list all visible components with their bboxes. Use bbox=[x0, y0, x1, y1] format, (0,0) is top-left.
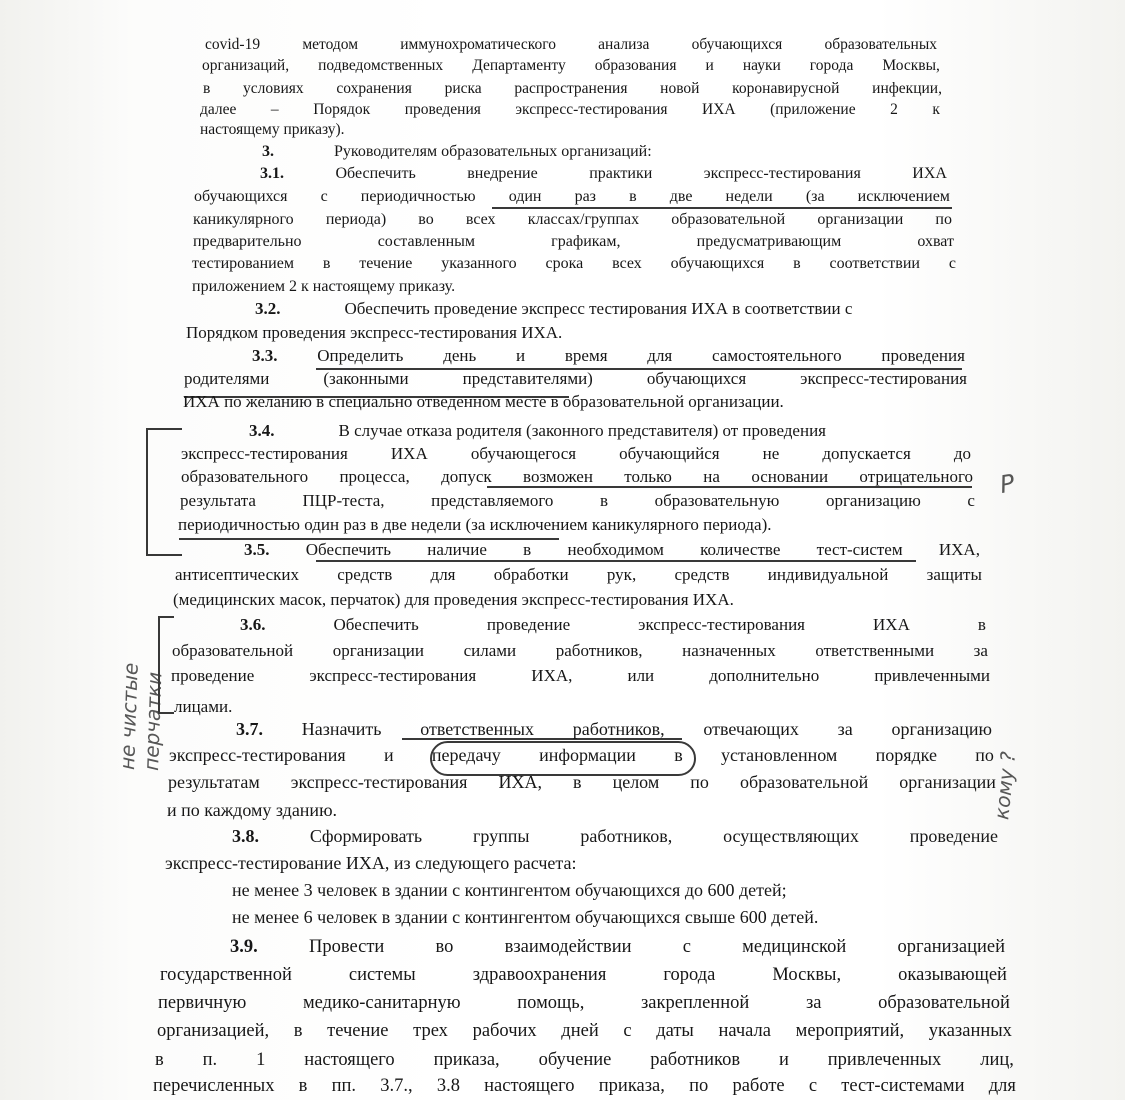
word: образовательной bbox=[671, 211, 786, 228]
word: в bbox=[573, 772, 582, 792]
word: родителями bbox=[184, 369, 270, 388]
document-line bbox=[157, 1020, 1012, 1043]
word: ИХА bbox=[390, 444, 428, 463]
word: п. bbox=[202, 1050, 218, 1070]
handwritten-right-mark: P bbox=[997, 468, 1017, 500]
word: работников bbox=[650, 1050, 741, 1070]
word: обучающихся bbox=[670, 255, 765, 272]
word: в bbox=[629, 188, 637, 205]
word: – bbox=[270, 101, 279, 118]
word: рабочих bbox=[472, 1021, 537, 1041]
word: организации bbox=[899, 772, 996, 792]
document-line bbox=[200, 100, 940, 120]
word: образовательного bbox=[181, 467, 309, 486]
word: экспресс-тестирования bbox=[638, 615, 805, 634]
document-line bbox=[160, 964, 1007, 987]
word: только bbox=[624, 467, 672, 486]
word: недели bbox=[725, 188, 773, 205]
word: возможен bbox=[523, 467, 593, 486]
word: осуществляющих bbox=[723, 826, 859, 846]
word: ИХА bbox=[702, 101, 736, 118]
word: иммунохроматического bbox=[400, 36, 556, 53]
item-text: В случае отказа родителя (законного представителя) от проведения bbox=[338, 421, 826, 440]
document-line: ИХА по желанию в специально отведенном месте в образовательной организации. bbox=[183, 392, 784, 411]
word: 1 bbox=[256, 1050, 266, 1070]
document-line bbox=[260, 164, 947, 184]
word: наличие bbox=[427, 540, 487, 559]
word: распространения bbox=[514, 80, 628, 97]
document-line bbox=[203, 79, 942, 99]
word: лиц, bbox=[980, 1050, 1014, 1070]
word: подведомственных bbox=[318, 57, 444, 74]
word: проведение bbox=[171, 666, 255, 685]
word: ответственных bbox=[420, 719, 534, 739]
document-line bbox=[193, 232, 954, 252]
word: для bbox=[647, 346, 673, 365]
item-number: 3.4. bbox=[249, 421, 275, 440]
word: работников, bbox=[572, 719, 665, 739]
word: закрепленной bbox=[641, 993, 750, 1013]
word: с bbox=[623, 1021, 632, 1041]
word: экспресс-тестирования bbox=[181, 444, 348, 463]
word: ПЦР-теста, bbox=[302, 491, 385, 510]
document-line: лицами. bbox=[174, 697, 233, 716]
word: указанных bbox=[928, 1021, 1012, 1041]
word: результатам bbox=[168, 772, 260, 792]
word: самостоятельного bbox=[712, 346, 842, 365]
word: периодичностью bbox=[360, 188, 476, 205]
document-line bbox=[232, 825, 998, 847]
word: работников, bbox=[580, 826, 673, 846]
word: (за bbox=[805, 188, 825, 205]
word: передачу bbox=[431, 745, 501, 765]
word: экспресс-тестирования bbox=[169, 745, 346, 765]
word: Обеспечить bbox=[305, 540, 392, 559]
word: всех bbox=[612, 255, 642, 272]
word: антисептических bbox=[175, 565, 300, 584]
word: и bbox=[516, 346, 526, 365]
word: с bbox=[682, 937, 691, 957]
word: медицинской bbox=[742, 937, 847, 957]
word: для bbox=[988, 1076, 1016, 1096]
word: в bbox=[793, 255, 801, 272]
document-line bbox=[244, 539, 980, 560]
word: ответственными bbox=[815, 641, 935, 660]
word: установленном bbox=[721, 745, 838, 765]
document-line bbox=[236, 718, 992, 740]
word: один bbox=[508, 188, 542, 205]
word: группы bbox=[473, 826, 530, 846]
document-line bbox=[252, 345, 965, 366]
word: ИХА, bbox=[531, 666, 573, 685]
item-text: Руководителям образовательных организаций: bbox=[334, 143, 652, 160]
document-line bbox=[255, 298, 960, 319]
word: приказа, bbox=[433, 1050, 500, 1070]
word: далее bbox=[200, 101, 237, 118]
word: ИХА, bbox=[498, 772, 542, 792]
word: первичную bbox=[158, 993, 247, 1013]
word: Порядок bbox=[313, 101, 371, 118]
word: проведения bbox=[404, 101, 481, 118]
word: течение bbox=[359, 255, 413, 272]
underline-3-4 bbox=[487, 486, 972, 488]
word: Провести bbox=[308, 937, 385, 957]
word: с bbox=[808, 1076, 818, 1096]
document-line: не менее 3 человек в здании с контингентом обучающихся до 600 детей; bbox=[232, 880, 787, 900]
word: образовательной bbox=[878, 993, 1010, 1013]
word: рук, bbox=[606, 565, 637, 584]
document-line bbox=[249, 420, 969, 441]
word: образовательной bbox=[172, 641, 294, 660]
word: практики bbox=[589, 165, 653, 182]
document-line: настоящему приказу). bbox=[200, 121, 345, 138]
word: к bbox=[932, 101, 940, 118]
word: даты bbox=[656, 1021, 694, 1041]
word: по bbox=[689, 1076, 709, 1096]
word: Определить bbox=[317, 346, 404, 365]
word: обучение bbox=[538, 1050, 612, 1070]
word: настоящего bbox=[484, 1076, 575, 1096]
circle-transfer-info bbox=[430, 741, 696, 776]
word: на bbox=[703, 467, 720, 486]
document-line: и по каждому зданию. bbox=[167, 800, 338, 820]
word: образовательной bbox=[739, 772, 869, 792]
word: covid-19 bbox=[205, 36, 261, 53]
document-line bbox=[171, 665, 990, 686]
document-line bbox=[192, 254, 956, 274]
document-line: Порядком проведения экспресс-тестирования ИХА. bbox=[186, 323, 563, 342]
word: информации bbox=[539, 745, 636, 765]
word: ИХА bbox=[912, 165, 947, 182]
word: во bbox=[435, 937, 454, 957]
word: раз bbox=[574, 188, 596, 205]
word: отрицательного bbox=[859, 467, 973, 486]
word: пп. bbox=[331, 1076, 357, 1096]
word: назначенных bbox=[682, 641, 776, 660]
word: 3.8 bbox=[436, 1076, 460, 1096]
word: для bbox=[430, 565, 456, 584]
word: отвечающих bbox=[703, 719, 799, 739]
document-line bbox=[155, 1049, 1014, 1072]
word: в bbox=[523, 540, 532, 559]
left-bracket-3-4 bbox=[146, 428, 182, 556]
word: организации bbox=[817, 211, 904, 228]
word: экспресс-тестирования bbox=[800, 369, 967, 388]
word: с bbox=[948, 255, 956, 272]
word: экспресс-тестирования bbox=[309, 666, 477, 685]
word: допуск bbox=[441, 467, 492, 486]
word: организаций, bbox=[202, 57, 290, 74]
word: по bbox=[690, 772, 709, 792]
item-number: 3. bbox=[262, 143, 274, 160]
word: каникулярного bbox=[193, 211, 294, 228]
document-line bbox=[180, 490, 975, 511]
word: помощь, bbox=[517, 993, 585, 1013]
word: 2 bbox=[890, 101, 898, 118]
word: и bbox=[705, 57, 714, 74]
word: Департаменту bbox=[472, 57, 566, 74]
document-line: периодичностью один раз в две недели (за исключением каникулярного периода). bbox=[178, 515, 772, 534]
document-line bbox=[262, 142, 735, 162]
word: с bbox=[967, 491, 975, 510]
word: или bbox=[627, 666, 655, 685]
word: представляемого bbox=[431, 491, 554, 510]
word: по bbox=[975, 745, 994, 765]
word: тест-системами bbox=[841, 1076, 965, 1096]
word: Москвы, bbox=[882, 57, 940, 74]
word: 3.6. bbox=[240, 615, 266, 634]
word: представителями) bbox=[462, 369, 593, 388]
word: 3.1. bbox=[260, 165, 284, 182]
word: срока bbox=[545, 255, 584, 272]
word: приказа, bbox=[598, 1076, 665, 1096]
word: процесса, bbox=[339, 467, 410, 486]
word: обучающегося bbox=[470, 444, 577, 463]
word: обучающихся bbox=[646, 369, 747, 388]
document-line bbox=[205, 35, 937, 55]
word: науки bbox=[742, 57, 781, 74]
word: графикам, bbox=[551, 233, 621, 250]
word: мероприятий, bbox=[795, 1021, 905, 1041]
word: дополнительно bbox=[709, 666, 820, 685]
word: в bbox=[977, 615, 986, 634]
underline-3-3b bbox=[184, 396, 569, 398]
word: за bbox=[805, 993, 822, 1013]
word: города bbox=[809, 57, 854, 74]
word: привлеченными bbox=[874, 666, 990, 685]
word: (законными bbox=[323, 369, 409, 388]
word: сохранения bbox=[336, 80, 412, 97]
word: средств bbox=[674, 565, 730, 584]
word: условиях bbox=[243, 80, 304, 97]
word: не bbox=[762, 444, 780, 463]
document-line bbox=[181, 443, 971, 464]
word: необходимом bbox=[567, 540, 664, 559]
word: Назначить bbox=[301, 719, 382, 739]
word: с bbox=[320, 188, 328, 205]
word: силами bbox=[463, 641, 517, 660]
word: в bbox=[298, 1076, 308, 1096]
word: 3.7., bbox=[380, 1076, 413, 1096]
word: новой bbox=[660, 80, 700, 97]
item-number: 3.2. bbox=[255, 299, 281, 318]
word: в bbox=[155, 1050, 164, 1070]
word: Обеспечить bbox=[333, 615, 419, 634]
word: в bbox=[674, 745, 683, 765]
word: инфекции, bbox=[872, 80, 942, 97]
word: соответствии bbox=[829, 255, 920, 272]
document-line bbox=[240, 614, 986, 635]
word: организации bbox=[332, 641, 425, 660]
word: за bbox=[837, 719, 853, 739]
word: классах/группах bbox=[527, 211, 640, 228]
document-line bbox=[184, 368, 967, 389]
word: государственной bbox=[160, 965, 292, 985]
word: и bbox=[383, 745, 394, 765]
word: образовательных bbox=[824, 36, 937, 53]
word: целом bbox=[612, 772, 660, 792]
document-line bbox=[158, 992, 1010, 1015]
handwritten-left-note: не чистые перчатки bbox=[115, 662, 167, 772]
word: медико-санитарную bbox=[302, 993, 461, 1013]
document-line bbox=[175, 564, 982, 585]
word: дней bbox=[561, 1021, 599, 1041]
word: образования bbox=[594, 57, 677, 74]
word: организацию bbox=[825, 491, 921, 510]
word: здравоохранения bbox=[472, 965, 607, 985]
word: организацией, bbox=[157, 1021, 270, 1041]
word: в bbox=[599, 491, 609, 510]
word: время bbox=[564, 346, 608, 365]
document-line: не менее 6 человек в здании с контингентом обучающихся свыше 600 детей. bbox=[232, 907, 819, 927]
word: ИХА, bbox=[938, 540, 980, 559]
word: составленным bbox=[377, 233, 476, 250]
word: Москвы, bbox=[772, 965, 842, 985]
word: основании bbox=[751, 467, 829, 486]
word: организацию bbox=[891, 719, 992, 739]
word: средств bbox=[337, 565, 393, 584]
word: Обеспечить bbox=[335, 165, 416, 182]
word: количестве bbox=[700, 540, 781, 559]
word: охват bbox=[917, 233, 954, 250]
word: две bbox=[669, 188, 693, 205]
word: порядке bbox=[875, 745, 937, 765]
underline-3-7 bbox=[402, 738, 682, 740]
word: 3.7. bbox=[236, 719, 263, 739]
document-line: экспресс-тестирование ИХА, из следующего расчета: bbox=[165, 853, 577, 873]
document-line: приложением 2 к настоящему приказу. bbox=[192, 278, 456, 295]
underline-3-4b bbox=[179, 538, 559, 540]
word: (приложение bbox=[770, 101, 856, 118]
document-line bbox=[230, 936, 1005, 959]
word: проведения bbox=[881, 346, 965, 365]
word: коронавирусной bbox=[732, 80, 840, 97]
word: взаимодействии bbox=[504, 937, 632, 957]
word: до bbox=[953, 444, 971, 463]
word: результата bbox=[180, 491, 256, 510]
word: указанного bbox=[441, 255, 517, 272]
document-line bbox=[202, 56, 940, 76]
word: 3.5. bbox=[244, 540, 270, 559]
word: экспресс-тестирования bbox=[703, 165, 861, 182]
word: риска bbox=[444, 80, 482, 97]
document-line bbox=[194, 187, 950, 207]
word: методом bbox=[302, 36, 359, 53]
word: организацией bbox=[897, 937, 1005, 957]
word: 3.9. bbox=[230, 937, 258, 957]
word: предварительно bbox=[193, 233, 302, 250]
word: в bbox=[322, 255, 331, 272]
word: работе bbox=[732, 1076, 785, 1096]
word: за bbox=[973, 641, 988, 660]
word: перечисленных bbox=[153, 1076, 275, 1096]
word: работников, bbox=[555, 641, 643, 660]
word: оказывающей bbox=[898, 965, 1007, 985]
word: течение bbox=[327, 1021, 389, 1041]
word: всех bbox=[465, 211, 496, 228]
word: тест-систем bbox=[816, 540, 903, 559]
word: проведение bbox=[909, 826, 998, 846]
document-line bbox=[172, 640, 988, 661]
word: защиты bbox=[926, 565, 982, 584]
word: города bbox=[663, 965, 716, 985]
word: обучающихся bbox=[194, 188, 288, 205]
word: экспресс-тестирования bbox=[290, 772, 468, 792]
word: проведение bbox=[486, 615, 571, 634]
word: предусматривающим bbox=[696, 233, 842, 250]
word: во bbox=[418, 211, 434, 228]
underline-3-3 bbox=[316, 368, 962, 370]
word: периода) bbox=[325, 211, 387, 228]
word: 3.8. bbox=[232, 826, 259, 846]
document-line: (медицинских масок, перчаток) для проведения экспресс-тестирования ИХА. bbox=[173, 590, 734, 609]
word: и bbox=[778, 1050, 789, 1070]
word: образовательную bbox=[654, 491, 780, 510]
word: 3.3. bbox=[252, 346, 278, 365]
word: в bbox=[293, 1021, 303, 1041]
underline-3-5 bbox=[316, 560, 916, 562]
word: экспресс-тестирования bbox=[515, 101, 668, 118]
document-line bbox=[153, 1075, 1016, 1098]
handwritten-right-note: кому ? bbox=[989, 750, 1021, 821]
word: исключением bbox=[857, 188, 950, 205]
word: Сформировать bbox=[309, 826, 423, 846]
underline-3-1 bbox=[492, 207, 952, 209]
word: по bbox=[935, 211, 952, 228]
word: обработки bbox=[493, 565, 569, 584]
word: тестированием bbox=[192, 255, 294, 272]
word: ИХА bbox=[873, 615, 910, 634]
word: трех bbox=[413, 1021, 448, 1041]
word: индивидуальной bbox=[767, 565, 889, 584]
document-line bbox=[181, 466, 973, 487]
word: внедрение bbox=[467, 165, 538, 182]
item-text: Обеспечить проведение экспресс тестирования ИХА в соответствии с bbox=[344, 299, 853, 318]
word: обучающихся bbox=[691, 36, 783, 53]
document-line bbox=[193, 210, 952, 230]
word: день bbox=[443, 346, 477, 365]
word: обучающийся bbox=[619, 444, 720, 463]
word: анализа bbox=[598, 36, 650, 53]
word: системы bbox=[348, 965, 416, 985]
word: настоящего bbox=[304, 1050, 395, 1070]
word: в bbox=[203, 80, 211, 97]
word: допускается bbox=[822, 444, 911, 463]
word: привлеченных bbox=[827, 1050, 942, 1070]
word: начала bbox=[718, 1021, 771, 1041]
